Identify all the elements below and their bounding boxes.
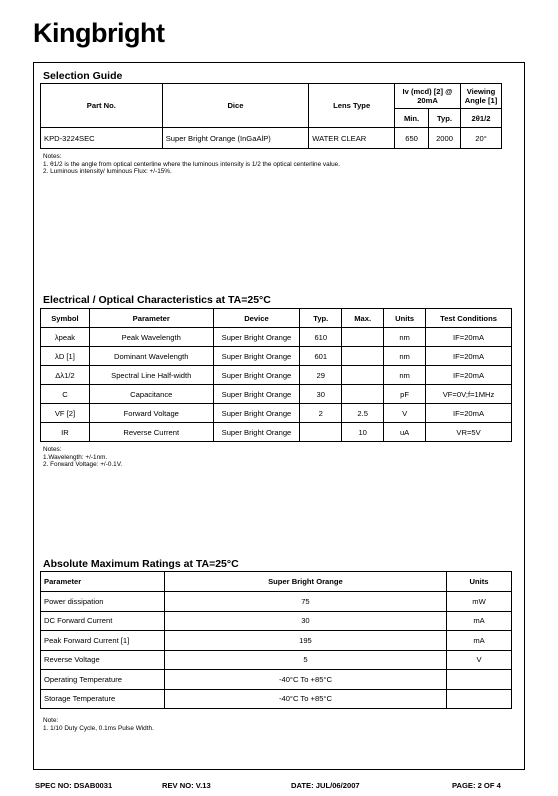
table-row xyxy=(41,385,512,404)
lens-value: WATER CLEAR xyxy=(309,128,395,149)
cell: 2 xyxy=(300,404,342,423)
cell xyxy=(300,423,342,442)
header-iv: Iv (mcd) [2] @ 20mA xyxy=(395,84,461,109)
absolute-notes xyxy=(43,717,154,732)
cell: Δλ1/2 xyxy=(41,366,90,385)
cell: 610 xyxy=(300,328,342,347)
note-line: 1.Wavelength: +/-1nm. xyxy=(43,453,108,461)
header-cell: Parameter xyxy=(41,572,165,592)
revision-number: REV NO: V.13 xyxy=(162,781,211,790)
header-dice: Dice xyxy=(162,84,309,128)
cell: 30 xyxy=(300,385,342,404)
cell: 195 xyxy=(164,631,446,651)
cell: Super Bright Orange xyxy=(213,366,300,385)
header-viewing-angle: Viewing Angle [1] xyxy=(461,84,502,109)
cell: nm xyxy=(384,366,426,385)
document-date: DATE: JUL/06/2007 xyxy=(291,781,360,790)
cell xyxy=(342,385,384,404)
cell: Super Bright Orange xyxy=(213,347,300,366)
cell: Super Bright Orange xyxy=(213,385,300,404)
cell: IF=20mA xyxy=(426,347,512,366)
header-cell: Test Conditions xyxy=(426,309,512,328)
cell: VR=5V xyxy=(426,423,512,442)
table-row xyxy=(41,611,512,631)
notes-heading: Note: xyxy=(43,717,59,724)
header-cell: Parameter xyxy=(89,309,213,328)
cell: -40°C To +85°C xyxy=(164,689,446,709)
table-row xyxy=(41,631,512,651)
note-line: 2. Forward Voltage: +/-0.1V. xyxy=(43,461,123,469)
cell: Forward Voltage xyxy=(89,404,213,423)
cell: Super Bright Orange xyxy=(213,328,300,347)
cell: λpeak xyxy=(41,328,90,347)
cell: 29 xyxy=(300,366,342,385)
part-number: KPD-3224SEC xyxy=(41,128,163,149)
iv-typ-value: 2000 xyxy=(429,128,461,149)
cell: C xyxy=(41,385,90,404)
note-line: 1. 1/10 Duty Cycle, 0.1ms Pulse Width. xyxy=(43,724,154,732)
cell: Peak Wavelength xyxy=(89,328,213,347)
header-cell: Max. xyxy=(342,309,384,328)
electrical-title: Electrical / Optical Characteristics at TA=25°C xyxy=(43,294,271,306)
cell: Capacitance xyxy=(89,385,213,404)
note-line: 2. Luminous intensity/ luminous Flux: +/-15%. xyxy=(43,168,172,176)
cell: V xyxy=(447,650,512,670)
cell: Super Bright Orange xyxy=(213,404,300,423)
cell: Storage Temperature xyxy=(41,689,165,709)
cell: Super Bright Orange xyxy=(213,423,300,442)
cell: uA xyxy=(384,423,426,442)
header-cell: Super Bright Orange xyxy=(164,572,446,592)
table-row xyxy=(41,689,512,709)
cell: IR xyxy=(41,423,90,442)
cell: nm xyxy=(384,347,426,366)
dice-value: Super Bright Orange (InGaAlP) xyxy=(162,128,309,149)
cell: IF=20mA xyxy=(426,404,512,423)
cell xyxy=(447,689,512,709)
absolute-header-row xyxy=(41,572,512,592)
electrical-table xyxy=(40,308,512,442)
notes-heading: Notes: xyxy=(43,446,62,453)
cell: mA xyxy=(447,631,512,651)
cell xyxy=(342,366,384,385)
cell: 10 xyxy=(342,423,384,442)
header-typ: Typ. xyxy=(429,109,461,128)
table-row xyxy=(41,328,512,347)
cell: λD [1] xyxy=(41,347,90,366)
absolute-ratings-table xyxy=(40,571,512,709)
note-line: 1. θ1/2 is the angle from optical centerline where the luminous intensity is 1/2 the optical centerline value. xyxy=(43,160,340,168)
cell: 5 xyxy=(164,650,446,670)
cell: Peak Forward Current [1] xyxy=(41,631,165,651)
cell: pF xyxy=(384,385,426,404)
table-row xyxy=(41,670,512,690)
header-cell: Units xyxy=(447,572,512,592)
cell: Reverse Current xyxy=(89,423,213,442)
header-theta: 2θ1/2 xyxy=(461,109,502,128)
cell: Operating Temperature xyxy=(41,670,165,690)
cell xyxy=(342,347,384,366)
table-row xyxy=(41,423,512,442)
cell: Reverse Voltage xyxy=(41,650,165,670)
cell: Dominant Wavelength xyxy=(89,347,213,366)
electrical-notes xyxy=(43,446,122,469)
table-row xyxy=(41,366,512,385)
iv-min-value: 650 xyxy=(395,128,429,149)
cell: IF=20mA xyxy=(426,328,512,347)
header-cell: Units xyxy=(384,309,426,328)
spec-number: SPEC NO: DSAB0031 xyxy=(35,781,113,790)
selection-guide-title: Selection Guide xyxy=(43,70,123,82)
header-part-no: Part No. xyxy=(41,84,163,128)
header-cell: Typ. xyxy=(300,309,342,328)
cell: V xyxy=(384,404,426,423)
absolute-ratings-title: Absolute Maximum Ratings at TA=25°C xyxy=(43,558,239,570)
brand-logo: Kingbright xyxy=(33,18,165,48)
table-row xyxy=(41,347,512,366)
cell: 75 xyxy=(164,592,446,612)
table-row xyxy=(41,404,512,423)
cell: mA xyxy=(447,611,512,631)
electrical-header-row xyxy=(41,309,512,328)
table-row xyxy=(41,128,502,149)
cell: 601 xyxy=(300,347,342,366)
cell: DC Forward Current xyxy=(41,611,165,631)
cell: mW xyxy=(447,592,512,612)
table-row xyxy=(41,592,512,612)
cell: nm xyxy=(384,328,426,347)
header-min: Min. xyxy=(395,109,429,128)
cell: Spectral Line Half-width xyxy=(89,366,213,385)
cell xyxy=(342,328,384,347)
notes-heading: Notes: xyxy=(43,153,62,160)
cell: 2.5 xyxy=(342,404,384,423)
cell: 30 xyxy=(164,611,446,631)
header-lens-type: Lens Type xyxy=(309,84,395,128)
header-cell: Symbol xyxy=(41,309,90,328)
viewing-angle-value: 20° xyxy=(461,128,502,149)
cell xyxy=(447,670,512,690)
table-row xyxy=(41,650,512,670)
cell: Power dissipation xyxy=(41,592,165,612)
page-number: PAGE: 2 OF 4 xyxy=(452,781,501,790)
cell: IF=20mA xyxy=(426,366,512,385)
cell: -40°C To +85°C xyxy=(164,670,446,690)
cell: VF=0V;f=1MHz xyxy=(426,385,512,404)
header-cell: Device xyxy=(213,309,300,328)
selection-notes xyxy=(43,153,340,176)
selection-guide-table xyxy=(40,83,502,149)
cell: VF [2] xyxy=(41,404,90,423)
